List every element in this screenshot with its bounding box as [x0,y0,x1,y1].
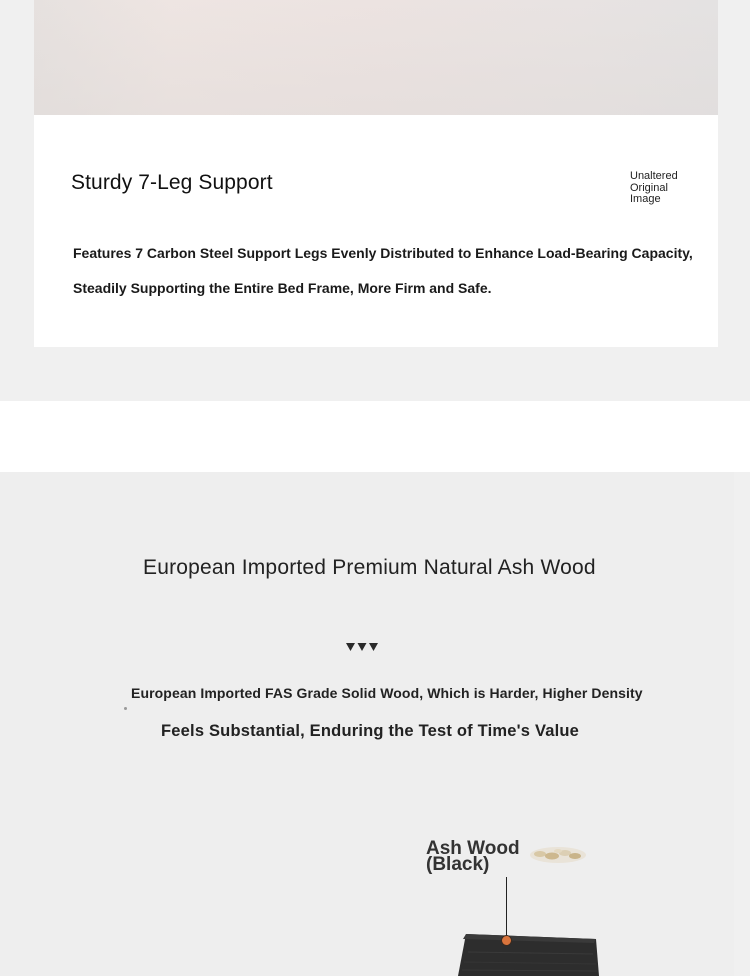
material-color: (Black) [426,854,490,875]
support-feature-card [34,115,718,347]
material-label [426,838,520,875]
ash-wood-black-sample [458,934,599,976]
unaltered-image-tag [630,171,700,206]
photo-shade [34,0,718,115]
tag-line: Unaltered [630,170,678,182]
speck [124,707,127,710]
label-pin-dot [501,935,512,946]
section-subtitle-1: European Imported FAS Grade Solid Wood, Which is Harder, Higher Density [131,685,643,701]
tag-line: Image [630,193,661,205]
card-description: Features 7 Carbon Steel Support Legs Evenly Distributed to Enhance Load-Bearing Capacity, Steadily Supporting the Entire Bed Frame, More Firm and Safe. [73,245,693,296]
ash-wood-section [0,472,734,976]
section-spacer [0,401,750,472]
wood-chip-swatch [528,844,588,866]
triple-chevron-down-icon [346,641,378,653]
tag-line: Original [630,181,668,194]
section-title: European Imported Premium Natural Ash Wood [143,556,596,579]
card-title: Sturdy 7-Leg Support [71,171,273,194]
label-leader-line [506,877,507,939]
section-subtitle-2: Feels Substantial, Enduring the Test of Time's Value [161,722,580,740]
material-name: Ash Wood [426,838,520,859]
bed-photo-bottom-edge [34,0,718,115]
